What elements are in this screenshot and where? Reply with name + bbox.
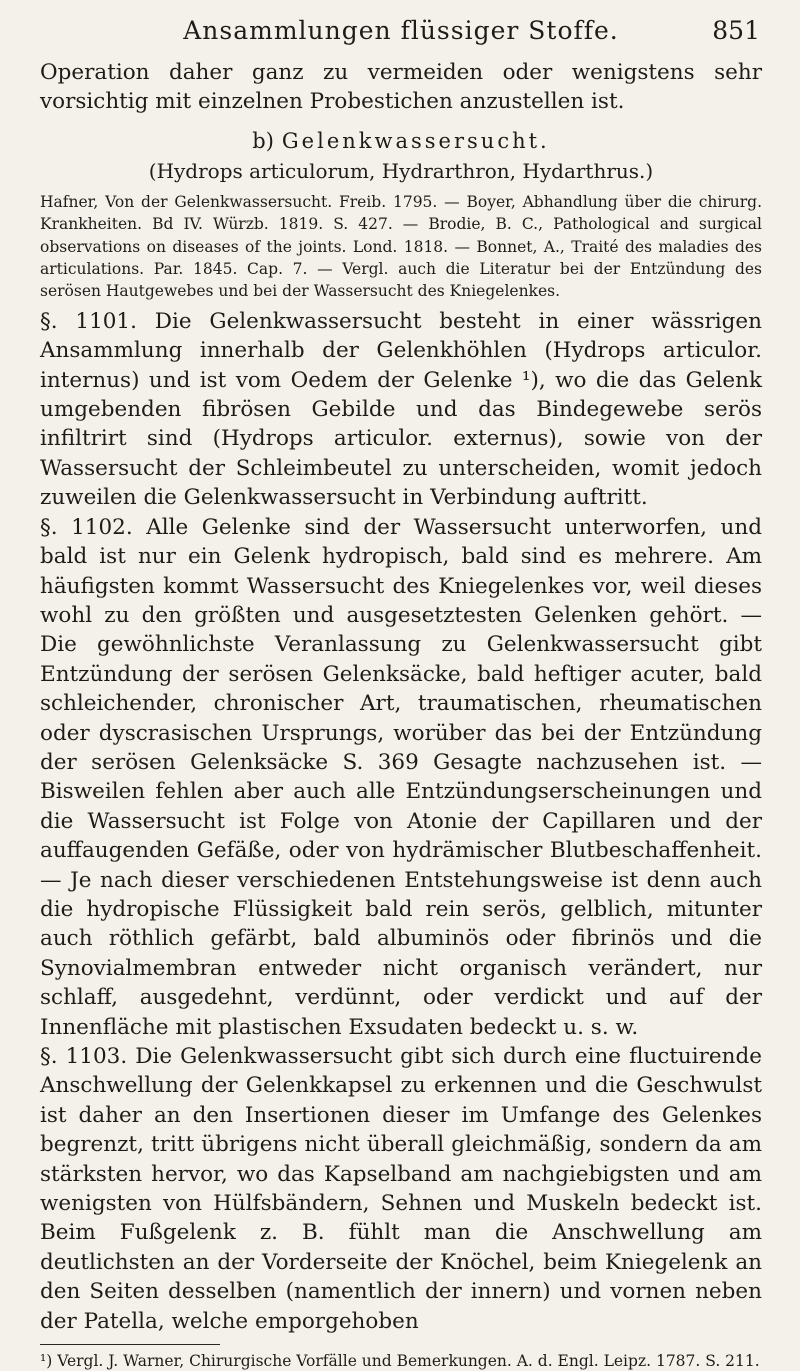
- section-heading-label: b): [252, 128, 274, 153]
- paragraph-1102: [40, 513, 762, 1042]
- footnote-rule: [40, 1344, 220, 1345]
- paragraph-1103: [40, 1042, 762, 1336]
- page-number: 851: [712, 16, 760, 45]
- paragraph-1101: [40, 307, 762, 513]
- footnote: ¹) Vergl. J. Warner, Chirurgische Vorfälle und Bemerkungen. A. d. Engl. Leipz. 1787. S. 211.: [40, 1352, 760, 1371]
- latin-subtitle: (Hydrops articulorum, Hydrarthron, Hydarthrus.): [148, 158, 654, 183]
- paragraph-text: Die Gelenkwassersucht gibt sich durch eine fluctuirende Anschwellung der Gelenkkapsel zu erkennen und die Geschwulst ist daher an den Insertionen dieser im Umfange des Gelenkes begrenzt, tritt übrigens nicht überall gleichmäßig, sondern da am stärksten hervor, wo das Kapselband am nachgiebigsten und am wenigsten von Hülfsbändern, Sehnen und Muskeln bedeckt ist. Beim Fußgelenk z. B. fühlt man die Anschwellung am deutlichsten an der Vorderseite der Knöchel, beim Kniegelenk an den Seiten desselben (namentlich der innern) und vornen neben der Patella, welche emporgehoben: [40, 1044, 762, 1334]
- section-number: §. 1102.: [40, 514, 133, 540]
- section-heading: [40, 129, 762, 153]
- running-head-title: Ansammlungen flüssiger Stoffe.: [183, 16, 619, 45]
- section-number: §. 1101.: [40, 308, 137, 334]
- section-number: §. 1103.: [40, 1044, 128, 1069]
- paragraph-text: Die Gelenkwassersucht besteht in einer wässrigen Ansammlung innerhalb der Gelenkhöhlen (Hydrops articulor. internus) und ist vom Oedem der Gelenke ¹), wo die das Gelenk umgebenden fibrösen Gebilde und das Bindegewebe serös infiltrirt sind (Hydrops articulor. externus), sowie von der Wassersucht der Schleimbeutel zu unterscheiden, womit jedoch zuweilen die Gelenkwassersucht in Verbindung auftritt.: [40, 308, 762, 511]
- section-heading-title: Gelenkwassersucht.: [281, 128, 550, 153]
- intro-text: Operation daher ganz zu vermeiden oder wenigstens sehr vorsichtig mit einzelnen Probestichen anzustellen ist.: [40, 60, 762, 115]
- running-head: [40, 10, 762, 58]
- literature-references: Hafner, Von der Gelenkwassersucht. Freib. 1795. — Boyer, Abhandlung über die chirurg. Krankheiten. Bd IV. Würzb. 1819. S. 427. — Brodie, B. C., Pathological and surgical observations on diseases of the joints. Lond. 1818. — Bonnet, A., Traité des maladies des articulations. Par. 1845. Cap. 7. — Vergl. auch die Literatur bei der Entzündung des serösen Hautgewebes und bei der Wassersucht des Kniegelenkes.: [40, 192, 762, 301]
- paragraph-text: Alle Gelenke sind der Wassersucht unterworfen, und bald ist nur ein Gelenk hydropisch, bald sind es mehrere. Am häufigsten kommt Wassersucht des Kniegelenkes vor, weil dieses wohl zu den größten und ausgesetztesten Gelenken gehört. — Die gewöhnlichste Veranlassung zu Gelenkwassersucht gibt Entzündung der serösen Gelenksäcke, bald heftiger acuter, bald schleichender, chronischer Art, traumatischen, rheumatischen oder dyscrasischen Ursprungs, worüber das bei der Entzündung der serösen Gelenksäcke S. 369 Gesagte nachzusehen ist. — Bisweilen fehlen aber auch alle Entzündungserscheinungen und die Wassersucht ist Folge von Atonie der Capillaren und der auffaugenden Gefäße, oder von hydrämischer Blutbeschaffenheit. — Je nach dieser verschiedenen Entstehungsweise ist denn auch die hydropische Flüssigkeit bald rein serös, gelblich, mitunter auch röthlich gefärbt, bald albuminös oder fibrinös und die Synovialmembran entweder nicht organisch verändert, nur schlaff, ausgedehnt, verdünnt, oder verdickt und auf der Innenfläche mit plastischen Exsudaten bedeckt u. s. w.: [40, 514, 762, 1040]
